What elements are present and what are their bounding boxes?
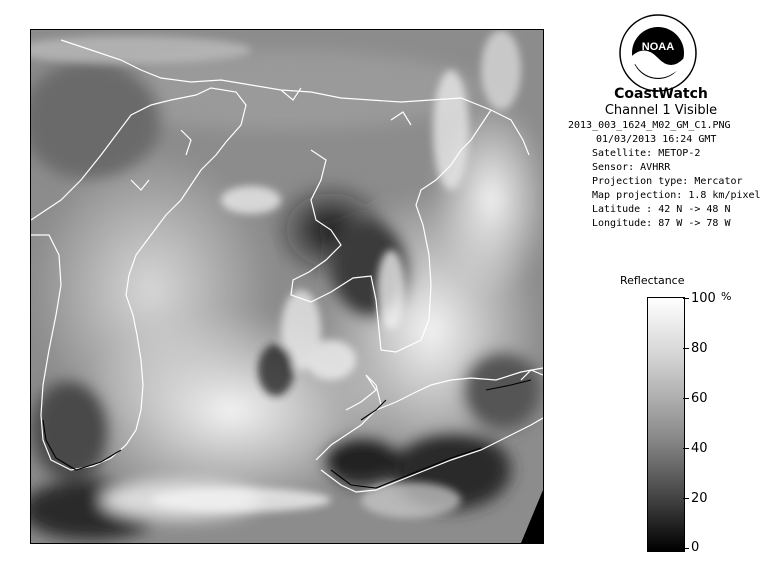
colorbar-title: Reflectance <box>620 274 685 287</box>
colorbar-tick <box>683 548 689 549</box>
channel-label: Channel 1 Visible <box>604 103 718 118</box>
colorbar <box>647 297 685 552</box>
colorbar-tick-label: 60 <box>691 391 708 406</box>
colorbar-tick <box>683 448 689 449</box>
satellite: Satellite: METOP-2 <box>592 148 701 159</box>
longitude-range: Longitude: 87 W -> 78 W <box>592 218 731 229</box>
datetime: 01/03/2013 16:24 GMT <box>596 134 717 145</box>
colorbar-tick <box>683 298 689 299</box>
colorbar-tick <box>683 498 689 499</box>
noaa-logo <box>619 14 697 92</box>
colorbar-unit: % <box>721 290 732 303</box>
colorbar-tick-label: 20 <box>691 491 708 506</box>
app-title: CoastWatch <box>614 86 708 102</box>
colorbar-tick-label: 40 <box>691 441 708 456</box>
sensor: Sensor: AVHRR <box>592 162 671 173</box>
map-projection: Map projection: 1.8 km/pixel <box>592 190 761 201</box>
colorbar-tick <box>683 398 689 399</box>
colorbar-tick-label: 80 <box>691 341 708 356</box>
colorbar-tick <box>683 348 689 349</box>
projection-type: Projection type: Mercator <box>592 176 743 187</box>
latitude-range: Latitude : 42 N -> 48 N <box>592 204 731 215</box>
logo-text: NOAA <box>641 41 675 53</box>
colorbar-tick-label: 100 <box>691 291 716 306</box>
colorbar-tick-label: 0 <box>691 540 700 555</box>
satellite-image <box>30 29 544 544</box>
filename: 2013_003_1624_M02_GM_C1.PNG <box>568 120 731 131</box>
